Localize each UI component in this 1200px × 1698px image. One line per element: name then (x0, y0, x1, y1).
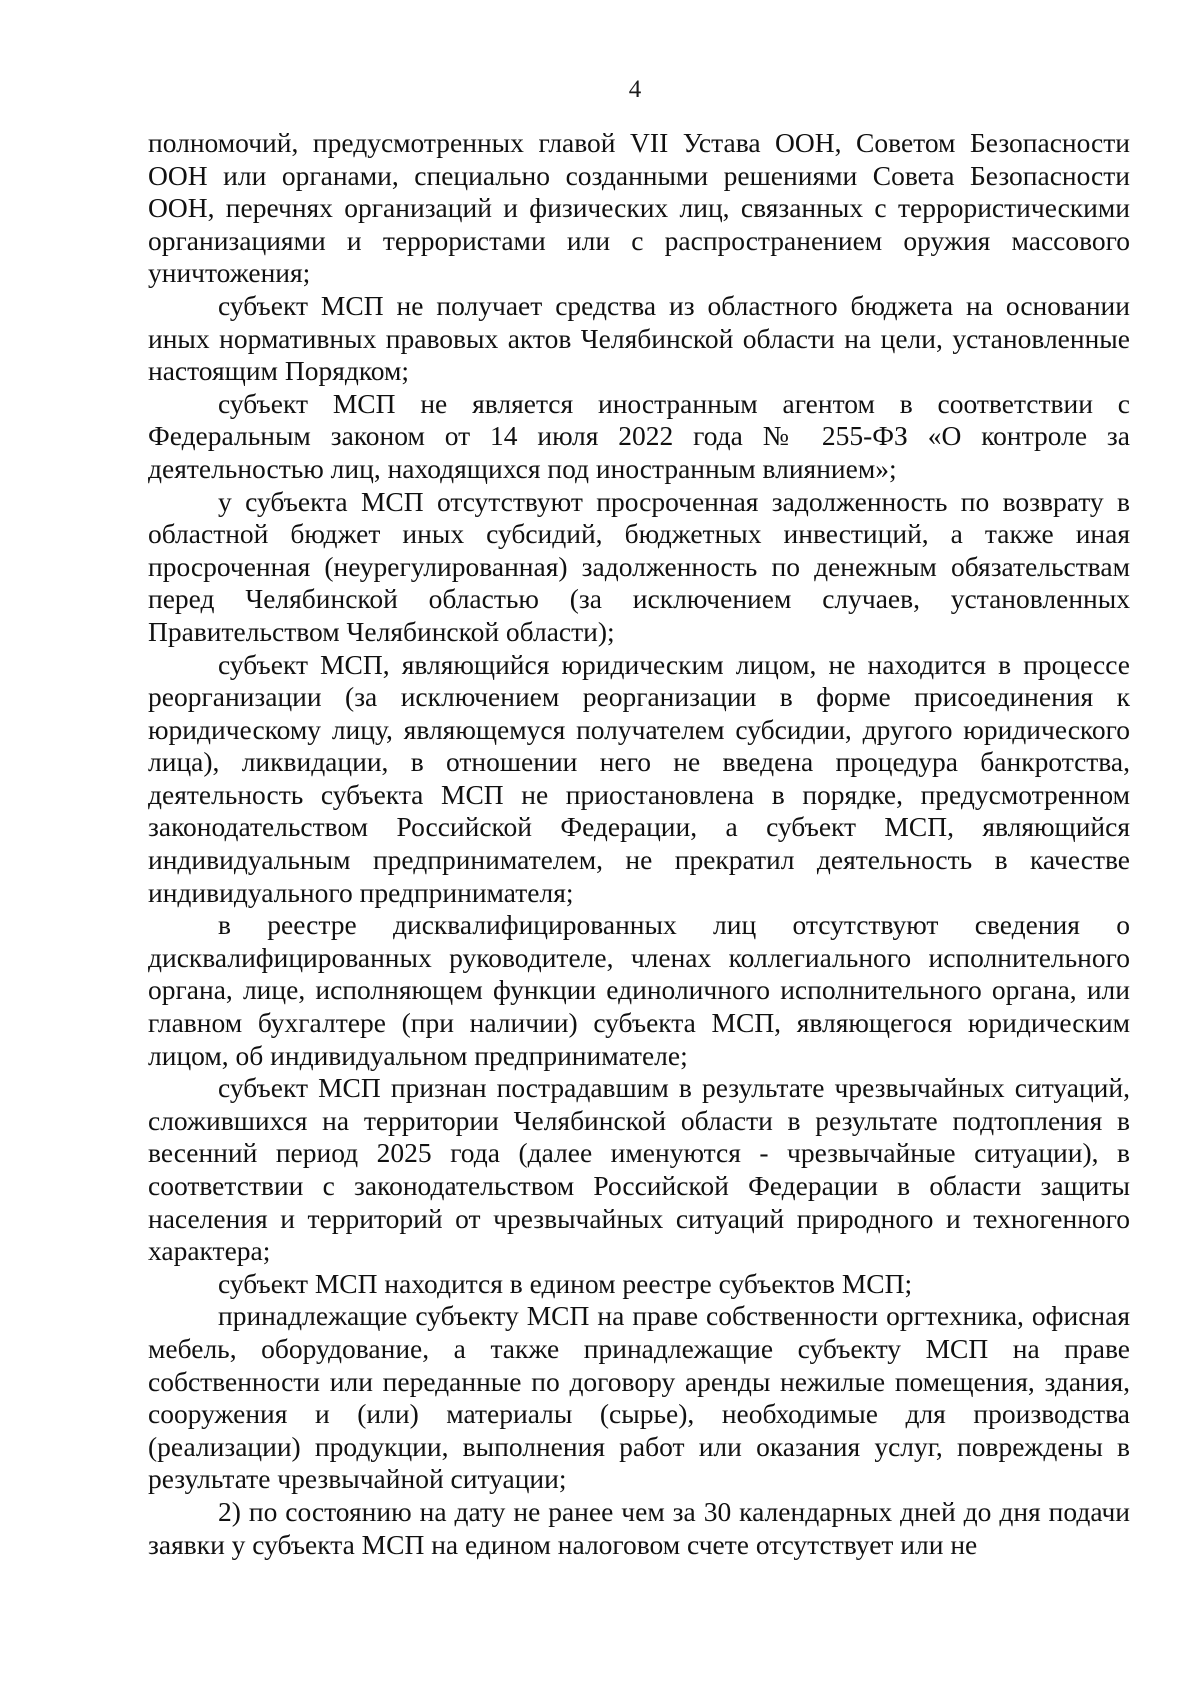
paragraph-6: в реестре дисквалифицированных лиц отсутствуют сведения о дисквалифицированных руководителе, членах коллегиального исполнительного органа, лице, исполняющем функции единоличного исполнительного органа, или главном бухгалтере (при наличии) субъекта МСП, являющегося юридическим лицом, об индивидуальном предпринимателе; (148, 909, 1130, 1071)
paragraph-1: полномочий, предусмотренных главой VII Устава ООН, Советом Безопасности ООН или органами, специально созданными решениями Совета Безопасности ООН, перечнях организаций и физических лиц, связанных с террористическими организациями и террористами или с распространением оружия массового уничтожения; (148, 127, 1130, 289)
paragraph-7: субъект МСП признан пострадавшим в результате чрезвычайных ситуаций, сложившихся на территории Челябинской области в результате подтопления в весенний период 2025 года (далее именуются - чрезвычайные ситуации), в соответствии с законодательством Российской Федерации в области защиты населения и территорий от чрезвычайных ситуаций природного и техногенного характера; (148, 1072, 1130, 1267)
paragraph-4: у субъекта МСП отсутствуют просроченная задолженность по возврату в областной бюджет иных субсидий, бюджетных инвестиций, а также иная просроченная (неурегулированная) задолженность по денежным обязательствам перед Челябинской областью (за исключением случаев, установленных Правительством Челябинской области); (148, 485, 1130, 647)
paragraph-9: принадлежащие субъекту МСП на праве собственности оргтехника, офисная мебель, оборудование, а также принадлежащие субъекту МСП на праве собственности или переданные по договору аренды нежилые помещения, здания, сооружения и (или) материалы (сырье), необходимые для производства (реализации) продукции, выполнения работ или оказания услуг, повреждены в результате чрезвычайной ситуации; (148, 1300, 1130, 1495)
page-number: 4 (628, 76, 642, 103)
document-body (148, 127, 1130, 1561)
paragraph-10: 2) по состоянию на дату не ранее чем за 30 календарных дней до дня подачи заявки у субъекта МСП на едином налоговом счете отсутствует или не (148, 1495, 1130, 1560)
paragraph-5: субъект МСП, являющийся юридическим лицом, не находится в процессе реорганизации (за исключением реорганизации в форме присоединения к юридическому лицу, являющемуся получателем субсидии, другого юридического лица), ликвидации, в отношении него не введена процедура банкротства, деятельность субъекта МСП не приостановлена в порядке, предусмотренном законодательством Российской Федерации, а субъект МСП, являющийся индивидуальным предпринимателем, не прекратил деятельность в качестве индивидуального предпринимателя; (148, 648, 1130, 908)
paragraph-3: субъект МСП не является иностранным агентом в соответствии с Федеральным законом от 14 июля 2022 года № 255-ФЗ «О контроле за деятельностью лиц, находящихся под иностранным влиянием»; (148, 387, 1130, 484)
paragraph-2: субъект МСП не получает средства из областного бюджета на основании иных нормативных правовых актов Челябинской области на цели, установленные настоящим Порядком; (148, 289, 1130, 387)
paragraph-8: субъект МСП находится в едином реестре субъектов МСП; (218, 1267, 913, 1299)
